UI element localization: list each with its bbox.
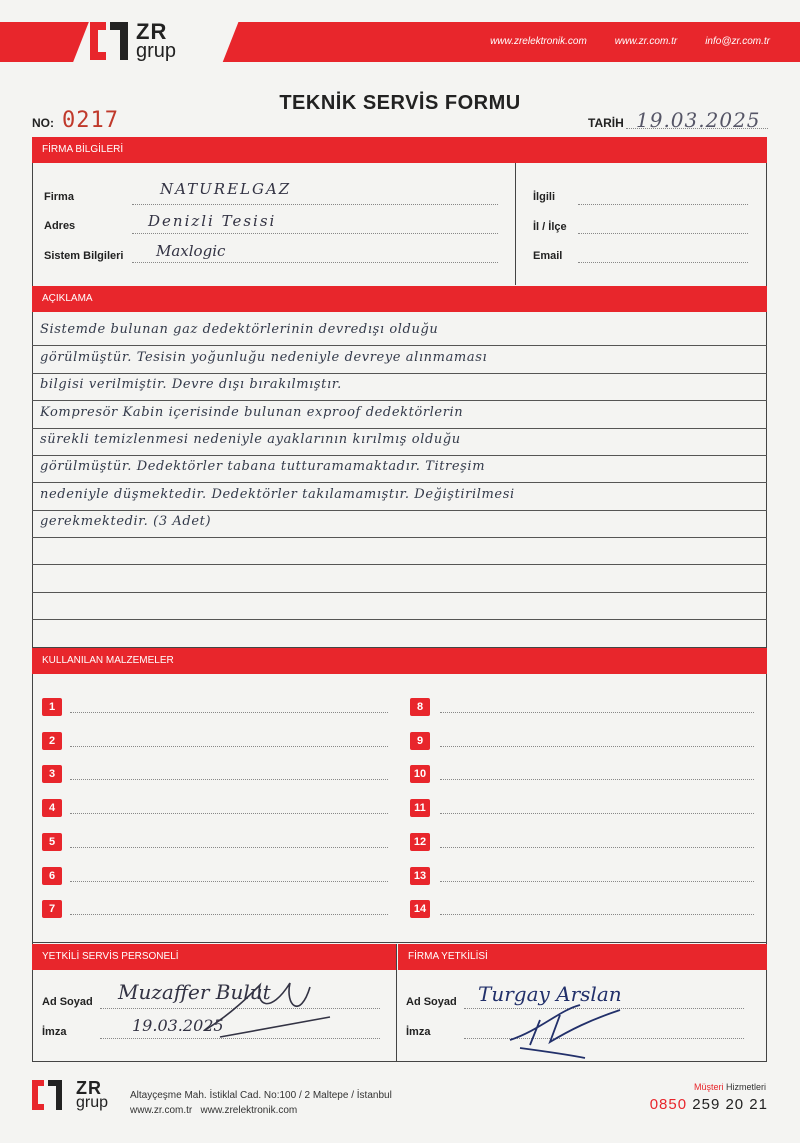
adres-value: Denizli Tesisi	[148, 212, 277, 230]
customer-service-label-rest: Hizmetleri	[723, 1082, 766, 1092]
service-signature-icon	[200, 975, 340, 1045]
contact-website-2: www.zr.com.tr	[614, 36, 678, 47]
material-entry-line[interactable]	[440, 712, 754, 713]
material-entry-line[interactable]	[440, 847, 754, 848]
desc-line-2: görülmüştür. Tesisin yoğunluğu nedeniyle devreye alınmaması	[40, 350, 488, 365]
customer-service-label	[694, 1082, 766, 1092]
signature-top-rule	[32, 942, 767, 943]
footer-address-line: Altayçeşme Mah. İstiklal Cad. No:100 / 2 Maltepe / İstanbul	[130, 1090, 392, 1101]
material-number-badge: 8	[410, 698, 430, 716]
customer-service-phone	[650, 1096, 768, 1113]
email-label: Email	[533, 250, 563, 262]
material-entry-line[interactable]	[70, 881, 388, 882]
desc-rule	[32, 537, 767, 538]
desc-line-5: sürekli temizlenmesi nedeniyle ayaklarının kırılmış olduğu	[40, 432, 461, 447]
sistem-label: Sistem Bilgileri	[44, 250, 124, 262]
date-value: 19.03.2025	[636, 108, 761, 132]
header-contacts	[490, 36, 770, 47]
material-entry-line[interactable]	[70, 746, 388, 747]
company-signature-icon	[500, 1000, 640, 1060]
material-number-badge: 9	[410, 732, 430, 750]
desc-rule	[32, 455, 767, 456]
desc-rule	[32, 345, 767, 346]
ilgili-label: İlgili	[533, 191, 555, 203]
footer-logo-zr: ZR	[76, 1078, 102, 1098]
materials-top-rule	[32, 647, 767, 648]
material-number-badge: 3	[42, 765, 62, 783]
material-entry-line[interactable]	[70, 779, 388, 780]
desc-line-6: görülmüştür. Dedektörler tabana tutturamamaktadır. Titreşim	[40, 459, 486, 474]
company-logo	[90, 19, 177, 62]
material-entry-line[interactable]	[70, 712, 388, 713]
form-no-value: 0217	[62, 108, 119, 133]
il-ilce-dots	[578, 233, 748, 234]
desc-rule	[32, 428, 767, 429]
sistem-dots	[132, 262, 498, 263]
desc-rule	[32, 373, 767, 374]
material-number-badge: 14	[410, 900, 430, 918]
desc-line-3: bilgisi verilmiştir. Devre dışı bırakılmıştır.	[40, 377, 342, 392]
adres-dots	[132, 233, 498, 234]
service-name: Muzaffer Bulut	[118, 980, 271, 1004]
section-company-authority: FİRMA YETKİLİSİ	[398, 944, 767, 970]
section-materials: KULLANILAN MALZEMELER	[32, 648, 767, 674]
email-dots	[578, 262, 748, 263]
section-description: AÇIKLAMA	[32, 286, 767, 312]
adres-label: Adres	[44, 220, 76, 232]
phone-prefix: 0850	[649, 1096, 688, 1113]
service-imza-date: 19.03.2025	[132, 1016, 224, 1035]
date-label: TARİH	[588, 116, 624, 130]
footer-address	[130, 1088, 392, 1118]
material-entry-line[interactable]	[440, 746, 754, 747]
material-number-badge: 4	[42, 799, 62, 817]
material-entry-line[interactable]	[70, 914, 388, 915]
signature-divider	[396, 944, 397, 1062]
desc-line-7: nedeniyle düşmektedir. Dedektörler takılamamıştır. Değiştirilmesi	[40, 487, 515, 502]
zr-logo-mark-icon	[32, 1080, 62, 1110]
material-entry-line[interactable]	[440, 779, 754, 780]
service-ad-soyad-label: Ad Soyad	[42, 996, 93, 1008]
logo-zr: ZR	[136, 19, 168, 45]
desc-line-8: gerekmektedir. (3 Adet)	[40, 514, 212, 529]
phone-rest: 259 20 21	[687, 1096, 768, 1113]
customer-service-label-first: Müşteri	[693, 1082, 724, 1092]
section-service-staff: YETKİLİ SERVİS PERSONELİ	[32, 944, 397, 970]
zr-logo-mark-icon	[90, 22, 128, 60]
desc-rule	[32, 619, 767, 620]
company-name: Turgay Arslan	[478, 982, 622, 1006]
contact-website-1: www.zrelektronik.com	[490, 36, 587, 47]
desc-rule	[32, 400, 767, 401]
desc-rule	[32, 564, 767, 565]
material-entry-line[interactable]	[440, 914, 754, 915]
footer-logo-grup: grup	[76, 1094, 109, 1112]
firma-dots	[132, 204, 498, 205]
material-number-badge: 11	[410, 799, 430, 817]
company-imza-label: İmza	[406, 1026, 431, 1038]
sistem-value: Maxlogic	[156, 242, 226, 260]
logo-grup: grup	[136, 39, 177, 62]
form-no-label: NO:	[32, 116, 54, 130]
material-number-badge: 12	[410, 833, 430, 851]
footer-logo	[32, 1080, 108, 1111]
form-title: TEKNİK SERVİS FORMU	[279, 92, 521, 114]
material-number-badge: 2	[42, 732, 62, 750]
contact-email: info@zr.com.tr	[705, 36, 770, 47]
material-entry-line[interactable]	[440, 881, 754, 882]
company-ad-soyad-label: Ad Soyad	[406, 996, 457, 1008]
material-number-badge: 7	[42, 900, 62, 918]
material-number-badge: 1	[42, 698, 62, 716]
material-number-badge: 6	[42, 867, 62, 885]
il-ilce-label: İl / İlçe	[533, 221, 567, 233]
desc-line-4: Kompresör Kabin içerisinde bulunan exproof dedektörlerin	[40, 405, 464, 420]
material-entry-line[interactable]	[70, 847, 388, 848]
service-imza-label: İmza	[42, 1026, 67, 1038]
form-frame	[32, 137, 767, 1062]
material-number-badge: 5	[42, 833, 62, 851]
company-divider	[515, 163, 516, 285]
ilgili-dots	[578, 204, 748, 205]
desc-rule	[32, 510, 767, 511]
material-entry-line[interactable]	[70, 813, 388, 814]
desc-line-1: Sistemde bulunan gaz dedektörlerinin devredışı olduğu	[40, 322, 439, 337]
material-number-badge: 10	[410, 765, 430, 783]
desc-rule	[32, 482, 767, 483]
firma-value: NATURELGAZ	[160, 180, 292, 198]
material-entry-line[interactable]	[440, 813, 754, 814]
footer-websites: www.zr.com.tr www.zrelektronik.com	[130, 1105, 298, 1116]
section-company-info: FİRMA BİLGİLERİ	[32, 137, 767, 163]
desc-rule	[32, 592, 767, 593]
firma-label: Firma	[44, 191, 74, 203]
material-number-badge: 13	[410, 867, 430, 885]
